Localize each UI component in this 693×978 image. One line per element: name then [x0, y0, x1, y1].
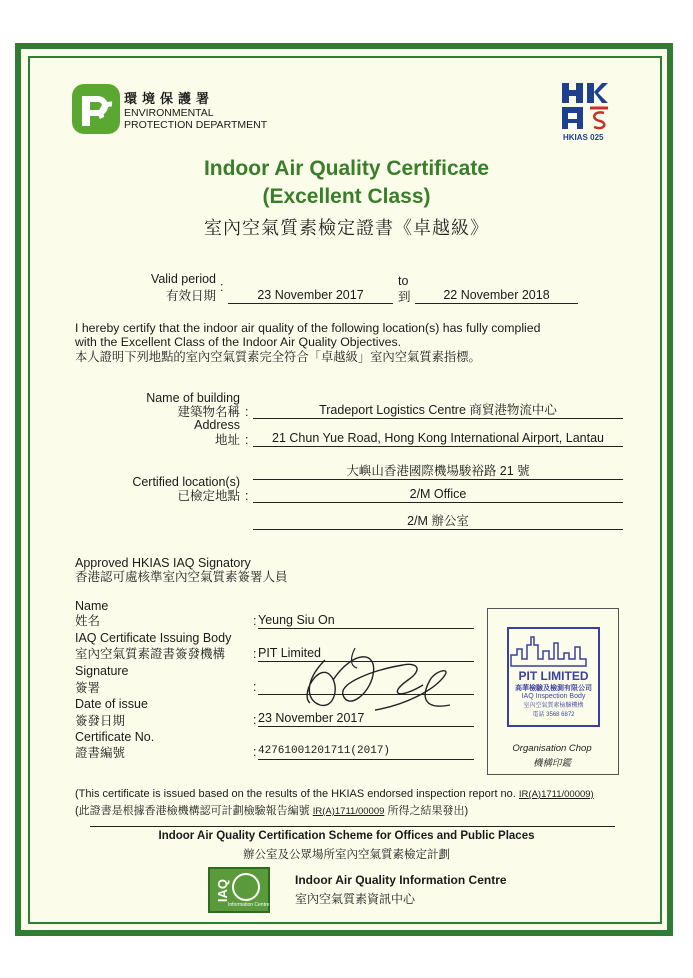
- stamp-company-name: PIT LIMITED: [518, 669, 589, 683]
- stamp-company-zh: 高華檢驗及檢測有限公司: [515, 685, 592, 692]
- iaq-logo-sub: Information Centre: [228, 902, 270, 908]
- pit-stamp: [507, 627, 600, 727]
- building-name-label-zh: 建築物名稱: [177, 405, 240, 419]
- name-label-en: Name: [75, 599, 109, 613]
- chop-caption-zh: 機構印鑑: [532, 758, 571, 769]
- date-label-en: Date of issue: [75, 697, 148, 711]
- footnote-zh: [75, 802, 468, 818]
- title-zh: 室內空氣質素檢定證書《卓越級》: [204, 218, 489, 238]
- valid-period-label-en: Valid period: [150, 272, 216, 286]
- location-line2: 2/M 辦公室: [253, 514, 623, 530]
- statement-en-1: I hereby certify that the indoor air quality of the following location(s) has fully complied: [75, 321, 541, 335]
- valid-period-label-zh: 有效日期: [165, 289, 216, 303]
- footnote-en: [75, 788, 594, 800]
- signatory-name-value: Yeung Siu On: [258, 613, 474, 629]
- iaq-logo-text: IAQ: [215, 878, 231, 903]
- certno-label-zh: 證書編號: [75, 746, 126, 760]
- address-colon: :: [245, 433, 249, 447]
- valid-period-colon: :: [220, 280, 224, 294]
- date-colon: :: [253, 713, 257, 727]
- scheme-zh: 辦公室及公眾場所室內空氣質素檢定計劃: [243, 849, 450, 861]
- iaq-logo-circle: [232, 873, 260, 901]
- signatory-heading-zh: 香港認可處核準室內空氣質素簽署人員: [75, 570, 288, 584]
- name-colon: :: [253, 614, 257, 628]
- stamp-sub-2: 室內空氣質素檢驗機構: [523, 703, 584, 709]
- signatory-heading-en: Approved HKIAS IAQ Signatory: [75, 556, 251, 570]
- chop-caption-en: Organisation Chop: [512, 743, 592, 754]
- hkias-code: HKIAS 025: [563, 133, 604, 142]
- signature-label-zh: 簽署: [75, 681, 101, 695]
- address-line1: 21 Chun Yue Road, Hong Kong International Airport, Lantau: [253, 431, 623, 447]
- signature-colon: :: [253, 680, 257, 694]
- issuing-body-label-en: IAQ Certificate Issuing Body: [75, 631, 232, 645]
- epd-name-en-2: PROTECTION DEPARTMENT: [124, 119, 268, 131]
- statement-en-2: with the Excellent Class of the Indoor Air Quality Objectives.: [75, 335, 402, 349]
- issuing-body-label-zh: 室內空氣質素證書簽發機構: [75, 647, 226, 661]
- scheme-en: Indoor Air Quality Certification Scheme for Offices and Public Places: [158, 830, 535, 842]
- statement-zh: 本人證明下列地點的室內空氣質素完全符合「卓越級」室內空氣質素指標。: [75, 350, 481, 364]
- building-name-label-en: Name of building: [146, 391, 240, 405]
- signature-label-en: Signature: [75, 664, 129, 678]
- valid-to-zh: 到: [398, 290, 411, 304]
- epd-logo: [72, 84, 120, 134]
- certno-label-en: Certificate No.: [75, 730, 155, 744]
- building-name-colon: :: [245, 405, 249, 419]
- centre-zh: 室內空氣質素資訊中心: [295, 892, 416, 906]
- certificate-number-value: 42761001201711(2017): [258, 744, 474, 760]
- issuing-body-value: PIT Limited: [258, 646, 474, 662]
- locations-label-zh: 已檢定地點: [177, 489, 240, 503]
- valid-to-en: to: [398, 274, 409, 288]
- centre-en: Indoor Air Quality Information Centre: [295, 873, 507, 887]
- date-of-issue-value: 23 November 2017: [258, 711, 474, 727]
- valid-end-date: 22 November 2018: [415, 288, 578, 304]
- locations-colon: :: [245, 489, 249, 503]
- locations-label-en: Certified location(s): [132, 475, 240, 489]
- address-label-en: Address: [194, 418, 240, 432]
- epd-name-zh: 環境保護署: [124, 91, 215, 106]
- stamp-phone: 電話 3568 6872: [532, 712, 575, 718]
- issuing-body-colon: :: [253, 647, 257, 661]
- date-label-zh: 簽發日期: [75, 714, 126, 728]
- footnote-en-text: (This certificate is issued based on the results of the HKIAS endorsed inspection report no.: [75, 788, 516, 800]
- iaq-centre-logo: [208, 867, 270, 913]
- footer-divider: [90, 826, 615, 827]
- valid-start-date: 23 November 2017: [228, 288, 393, 304]
- footnote-en-report: IR(A)1711/00009): [518, 789, 594, 800]
- epd-name-en-1: ENVIRONMENTAL: [124, 107, 214, 119]
- stamp-sub-1: IAQ Inspection Body: [521, 693, 586, 700]
- certno-colon: :: [253, 745, 257, 759]
- address-label-zh: 地址: [214, 433, 240, 447]
- footnote-zh-suffix: 所得之結果發出): [387, 805, 469, 817]
- skyline-icon: [509, 633, 598, 667]
- title-en-line1: Indoor Air Quality Certificate: [203, 157, 490, 180]
- footnote-zh-report: IR(A)1711/00009: [312, 806, 385, 817]
- title-en-line2: (Excellent Class): [262, 185, 431, 208]
- building-name-value: Tradeport Logistics Centre 商貿港物流中心: [253, 403, 623, 419]
- footnote-zh-text: (此證書是根據香港檢機構認可計劃檢驗報告編號: [75, 805, 310, 817]
- address-line2: 大嶼山香港國際機場駿裕路 21 號: [253, 464, 623, 480]
- name-label-zh: 姓名: [75, 614, 101, 628]
- location-line1: 2/M Office: [253, 487, 623, 503]
